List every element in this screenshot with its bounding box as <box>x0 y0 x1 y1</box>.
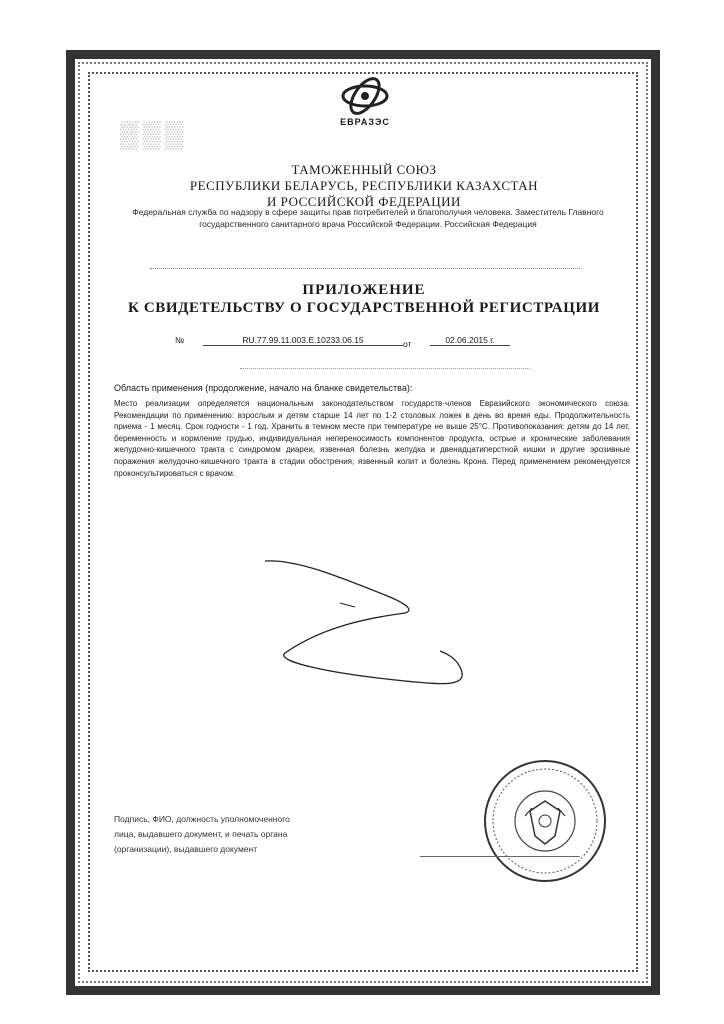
document-title: ПРИЛОЖЕНИЕ <box>302 282 426 298</box>
handwritten-signature <box>255 555 485 695</box>
signature-caption-line-3: (организации), выдавшего документ <box>114 844 258 854</box>
header-line-2: РЕСПУБЛИКИ БЕЛАРУСЬ, РЕСПУБЛИКИ КАЗАХСТАН <box>189 178 539 193</box>
faint-watermark: ▒▒▒ <box>120 120 188 149</box>
caption-divider <box>240 368 530 369</box>
faint-divider <box>150 268 580 269</box>
signature-caption <box>114 812 414 857</box>
application-area-heading: Область применения (продолжение, начало на бланке свидетельства): <box>114 383 413 393</box>
signature-underline <box>420 856 580 857</box>
application-area-text: Место реализации определяется национальным законодательством государств-членов Евразийского экономического союза. Рекомендации по применению: взрослым и детям старше 14 лет по 1-2 столовых ложек в день во время еды. Продолжительность приема - 1 месяц. Срок годности - 1 год. Хранить в темном месте при температуре не выше 25°С. Противопоказания: детям до 14 лет, беременность и кормление грудью, индивидуальная непереносимость компонентов продукта, острые и хронические заболевания желудочно-кишечного тракта с синдромом диареи, язвенная болезнь желудка и двенадцатиперстной кишки и другие эрозивные поражения желудочно-кишечного тракта в стадии обострения, язвенный колит и болезнь Крона. Перед применением рекомендуется проконсультироваться с врачом. <box>114 399 630 478</box>
date-preposition: от <box>403 339 412 349</box>
official-seal <box>480 756 610 886</box>
registration-row <box>175 335 535 349</box>
signature-caption-line-2: лица, выдавшего документ, и печать органа <box>114 829 288 839</box>
document-subtitle: К СВИДЕТЕЛЬСТВУ О ГОСУДАРСТВЕННОЙ РЕГИСТРАЦИИ <box>128 300 600 316</box>
number-sign: № <box>175 335 185 345</box>
header-line-1: ТАМОЖЕННЫЙ СОЮЗ <box>291 162 437 177</box>
header-line-3: И РОССИЙСКОЙ ФЕДЕРАЦИИ <box>267 194 461 209</box>
emblem-label: ЕВРАЗЭС <box>340 117 390 127</box>
signature-caption-line-1: Подпись, ФИО, должность уполномоченного <box>114 814 290 824</box>
registration-date: 02.06.2015 г. <box>430 335 510 346</box>
registration-number: RU.77.99.11.003.Е.10233.06.15 <box>203 335 403 346</box>
issuing-authority: Федеральная служба по надзору в сфере защиты прав потребителей и благополучия человека. Заместитель Главного государственного санитарного врача Российской Федерации. Российская Федерация <box>132 207 604 229</box>
